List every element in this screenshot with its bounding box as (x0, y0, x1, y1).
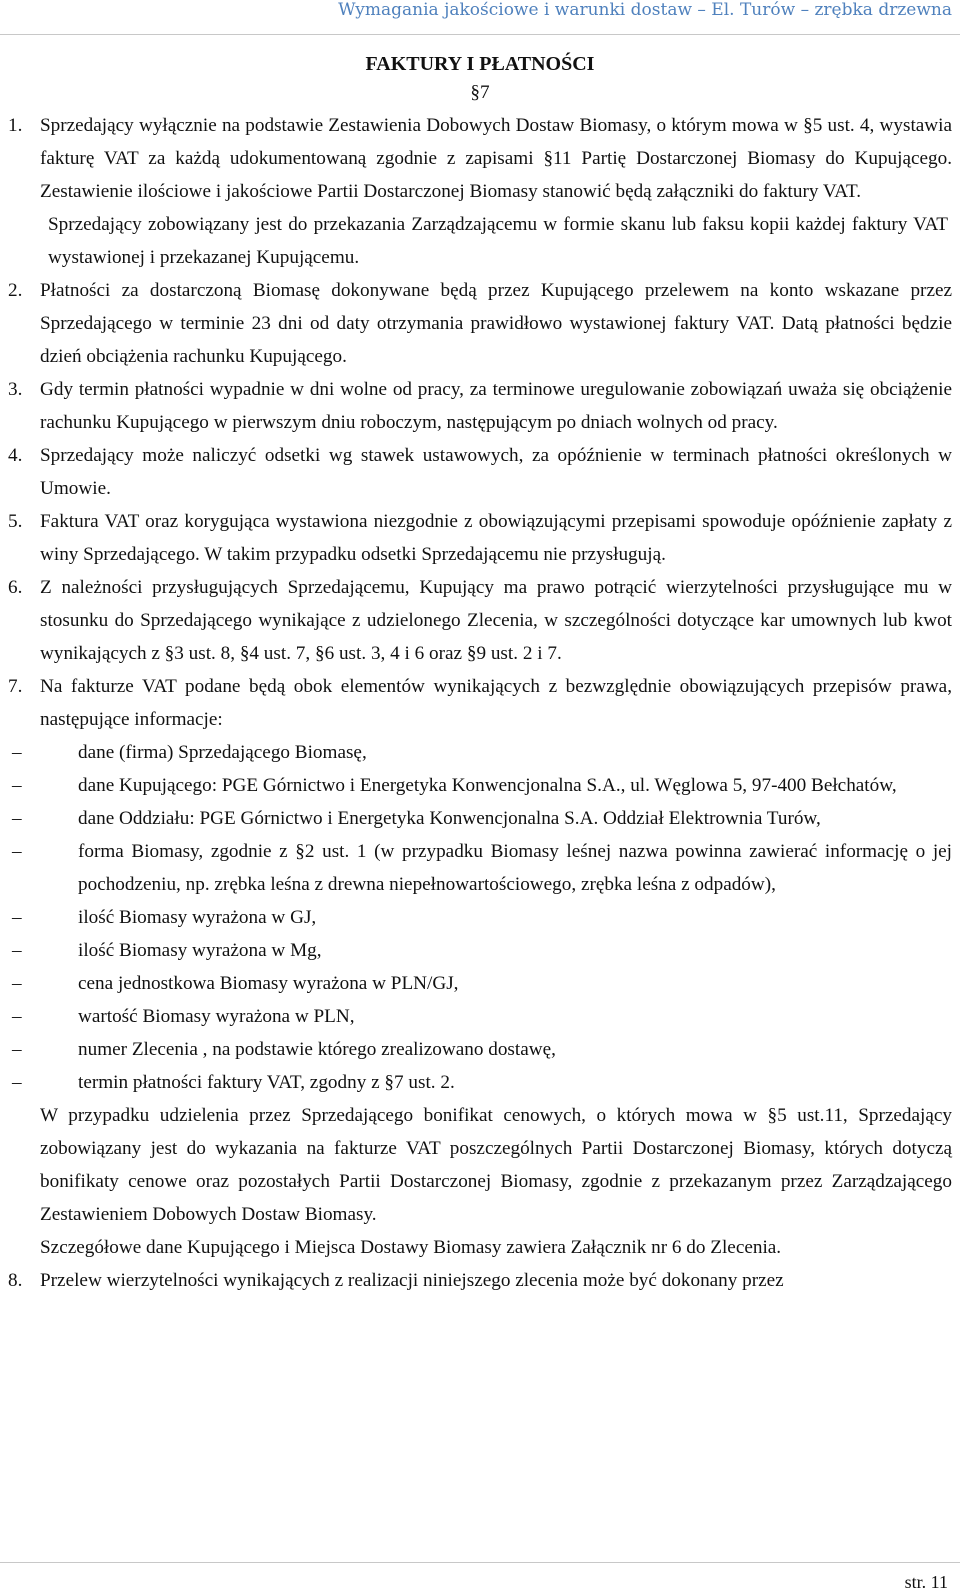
paragraph-7-attachment-note: Szczegółowe dane Kupującego i Miejsca Dostawy Biomasy zawiera Załącznik nr 6 do Zlecenia. (40, 1237, 782, 1258)
paragraph-text: Faktura VAT oraz korygująca wystawiona niezgodnie z obowiązującymi przepisami spowoduje opóźnienie zapłaty z winy Sprzedającego. W takim przypadku odsetki Sprzedającemu nie przysługują. (40, 511, 952, 565)
header-divider (0, 34, 960, 35)
paragraph-2 (8, 274, 952, 373)
list-item (12, 1066, 952, 1099)
invoice-info-list (8, 736, 952, 1099)
document-body (8, 52, 952, 1297)
paragraph-text: Na fakturze VAT podane będą obok elementów wynikających z bezwzględnie obowiązujących przepisów prawa, następujące informacje: (40, 676, 952, 730)
paragraph-text: Sprzedający może naliczyć odsetki wg stawek ustawowych, za opóźnienie w terminach płatności określonych w Umowie. (40, 445, 952, 499)
dash-bullet: – (12, 1072, 22, 1093)
page-number: str. 11 (904, 1572, 948, 1592)
list-item (12, 901, 952, 934)
dash-bullet: – (12, 841, 22, 862)
footer-divider (0, 1562, 960, 1563)
dash-bullet: – (12, 742, 22, 763)
list-item-text: ilość Biomasy wyrażona w Mg, (78, 940, 322, 961)
list-item (12, 934, 952, 967)
list-item (12, 1000, 952, 1033)
list-item (12, 769, 952, 802)
paragraph-number: 7. (8, 676, 23, 697)
list-item-text: numer Zlecenia , na podstawie którego zrealizowano dostawę, (78, 1039, 556, 1060)
list-item (12, 967, 952, 1000)
dash-bullet: – (12, 973, 22, 994)
paragraph-text: Płatności za dostarczoną Biomasę dokonywane będą przez Kupującego przelewem na konto wskazane przez Sprzedającego w terminie 23 dni od daty otrzymania prawidłowo wystawionej faktury VAT. Datą płatności będzie dzień obciążenia rachunku Kupującego. (40, 280, 952, 367)
paragraph-text: Sprzedający wyłącznie na podstawie Zestawienia Dobowych Dostaw Biomasy, o którym mowa w §5 ust. 4, wystawia fakturę VAT za każdą udokumentowaną zgodnie z zapisami §11 Partię Dostarczonej Biomasy do Kupującego. Zestawienie ilościowe i jakościowe Partii Dostarczonej Biomasy stanowić będą załączniki do faktury VAT. (40, 115, 952, 202)
paragraph-text: Przelew wierzytelności wynikających z realizacji niniejszego zlecenia może być dokonany przez (40, 1270, 784, 1291)
list-item (12, 1033, 952, 1066)
list-item-text: dane Oddziału: PGE Górnictwo i Energetyka Konwencjonalna S.A. Oddział Elektrownia Turów, (78, 808, 821, 829)
list-item-text: dane (firma) Sprzedającego Biomasę, (78, 742, 367, 763)
list-item-text: ilość Biomasy wyrażona w GJ, (78, 907, 317, 928)
paragraph-3 (8, 373, 952, 439)
list-item-text: wartość Biomasy wyrażona w PLN, (78, 1006, 355, 1027)
list-item-text: forma Biomasy, zgodnie z §2 ust. 1 (w przypadku Biomasy leśnej nazwa powinna zawierać informację o jej pochodzeniu, np. zrębka leśna z drewna niepełnowartościowego, zrębka leśna z odpadów), (78, 841, 952, 895)
paragraph-1 (8, 109, 952, 208)
paragraph-number: 4. (8, 445, 23, 466)
paragraph-number: 5. (8, 511, 23, 532)
list-item (12, 835, 952, 901)
list-item-text: termin płatności faktury VAT, zgodny z §7 ust. 2. (78, 1072, 455, 1093)
paragraph-4 (8, 439, 952, 505)
paragraph-number: 2. (8, 280, 23, 301)
dash-bullet: – (12, 808, 22, 829)
paragraph-7 (8, 670, 952, 736)
paragraph-number: 8. (8, 1270, 23, 1291)
dash-bullet: – (12, 1006, 22, 1027)
dash-bullet: – (12, 1039, 22, 1060)
paragraph-8 (8, 1264, 952, 1297)
list-item (12, 736, 952, 769)
list-item-text: dane Kupującego: PGE Górnictwo i Energetyka Konwencjonalna S.A., ul. Węglowa 5, 97-400 Bełchatów, (78, 775, 897, 796)
dash-bullet: – (12, 907, 22, 928)
paragraph-1-note: Sprzedający zobowiązany jest do przekazania Zarządzającemu w formie skanu lub faksu kopii każdej faktury VAT wystawionej i przekazanej Kupującemu. (48, 214, 948, 268)
paragraph-6 (8, 571, 952, 670)
section-number: §7 (470, 82, 490, 103)
dash-bullet: – (12, 940, 22, 961)
paragraph-number: 6. (8, 577, 23, 598)
paragraph-7-bonus-note: W przypadku udzielenia przez Sprzedającego bonifikat cenowych, o których mowa w §5 ust.11, Sprzedający zobowiązany jest do wykazania na fakturze VAT poszczególnych Partii Dostarczonej Biomasy, których dotyczą bonifikaty cenowe oraz pozostałych Partii Dostarczonej Biomasy, zgodnie z przekazanym przez Zarządzającego Zestawieniem Dobowych Dostaw Biomasy. (40, 1105, 952, 1225)
paragraph-text: Gdy termin płatności wypadnie w dni wolne od pracy, za terminowe uregulowanie zobowiązań uważa się obciążenie rachunku Kupującego w pierwszym dniu roboczym, następującym po dniach wolnych od pracy. (40, 379, 952, 433)
paragraph-number: 3. (8, 379, 23, 400)
paragraph-5 (8, 505, 952, 571)
section-title: FAKTURY I PŁATNOŚCI (365, 53, 595, 75)
list-item (12, 802, 952, 835)
paragraph-number: 1. (8, 115, 23, 136)
paragraph-text: Z należności przysługujących Sprzedającemu, Kupujący ma prawo potrącić wierzytelności przysługujące mu w stosunku do Sprzedającego wynikające z udzielonego Zlecenia, w szczególności dotyczące kar umownych lub kwot wynikających z §3 ust. 8, §4 ust. 7, §6 ust. 3, 4 i 6 oraz §9 ust. 2 i 7. (40, 577, 952, 664)
dash-bullet: – (12, 775, 22, 796)
list-item-text: cena jednostkowa Biomasy wyrażona w PLN/GJ, (78, 973, 459, 994)
running-header: Wymagania jakościowe i warunki dostaw – El. Turów – zrębka drzewna (338, 0, 952, 20)
